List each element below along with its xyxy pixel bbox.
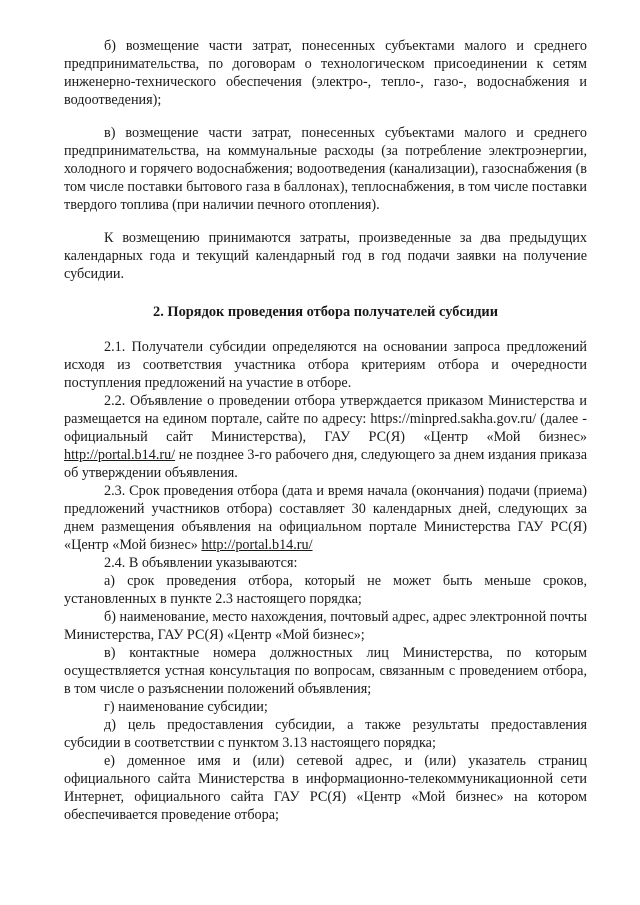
list-item-2-4-a: а) срок проведения отбора, который не может быть меньше сроков, установленных в пункте 2.3 настоящего порядка;	[64, 573, 587, 607]
paragraph-b-compensation: б) возмещение части затрат, понесенных субъектами малого и среднего предпринимательства, по договорам о технологическом присоединении к сетям инженерно-технического обеспечения (электро-, тепло-, газо-, водоснабжения и водоотведения);	[64, 38, 587, 108]
paragraph-2-2	[64, 392, 587, 482]
paragraph-2-4: 2.4. В объявлении указываются:	[104, 555, 298, 571]
paragraph-compensation-period: К возмещению принимаются затраты, произведенные за два предыдущих календарных года и текущий календарный год в год подачи заявки на получение субсидии.	[64, 230, 587, 282]
paragraph-2-1: 2.1. Получатели субсидии определяются на основании запроса предложений исходя из соответствия участника отбора критериям отбора и очередности поступления предложений на участие в отборе.	[64, 339, 587, 391]
list-item-2-4-v: в) контактные номера должностных лиц Министерства, по которым осуществляется устная консультация по вопросам, связанным с проведением отбора, в том числе о разъяснении положений объявления;	[64, 645, 587, 697]
list-item-2-4-e: е) доменное имя и (или) сетевой адрес, и (или) указатель страниц официального сайта Министерства в информационно-телекоммуникационной сети Интернет, официального сайта ГАУ РС(Я) «Центр «Мой бизнес» на котором обеспечивается проведение отбора;	[64, 753, 587, 823]
paragraph-2-2-tail: не позднее 3-го рабочего дня, следующего за днем издания приказа об утверждении объявления.	[64, 447, 587, 481]
portal-link[interactable]: http://portal.b14.ru/	[201, 537, 313, 553]
document-body	[64, 37, 587, 824]
portal-link[interactable]: http://portal.b14.ru/	[64, 447, 176, 463]
paragraph-v-compensation: в) возмещение части затрат, понесенных субъектами малого и среднего предпринимательства, на коммунальные расходы (за потребление электроэнергии, холодного и горячего водоснабжения; водоотведения (канализации), газоснабжения (в том числе поставки бытового газа в баллонах), теплоснабжения, в том числе поставки твердого топлива (при наличии печного отопления).	[64, 125, 587, 213]
paragraph-2-3	[64, 482, 587, 554]
list-item-2-4-b: б) наименование, место нахождения, почтовый адрес, адрес электронной почты Министерства, ГАУ РС(Я) «Центр «Мой бизнес»;	[64, 609, 587, 643]
list-item-2-4-g: г) наименование субсидии;	[104, 699, 268, 715]
paragraph-2-3-text: 2.3. Срок проведения отбора (дата и время начала (окончания) подачи (приема) предложений участников отбора) составляет 30 календарных дней, следующих за днем размещения объявления на официальном портале Министерства ГАУ РС(Я) «Центр «Мой бизнес»	[64, 483, 587, 553]
section-2-heading: 2. Порядок проведения отбора получателей субсидии	[153, 304, 498, 320]
list-item-2-4-d: д) цель предоставления субсидии, а также результаты предоставления субсидии в соответствии с пунктом 3.13 настоящего порядка;	[64, 717, 587, 751]
paragraph-2-2-text: 2.2. Объявление о проведении отбора утверждается приказом Министерства и размещается на едином портале, сайте по адресу: https://minpred.sakha.gov.ru/ (далее - официальный сайт Министерства), ГАУ РС(Я) «Центр «Мой бизнес»	[64, 393, 587, 445]
